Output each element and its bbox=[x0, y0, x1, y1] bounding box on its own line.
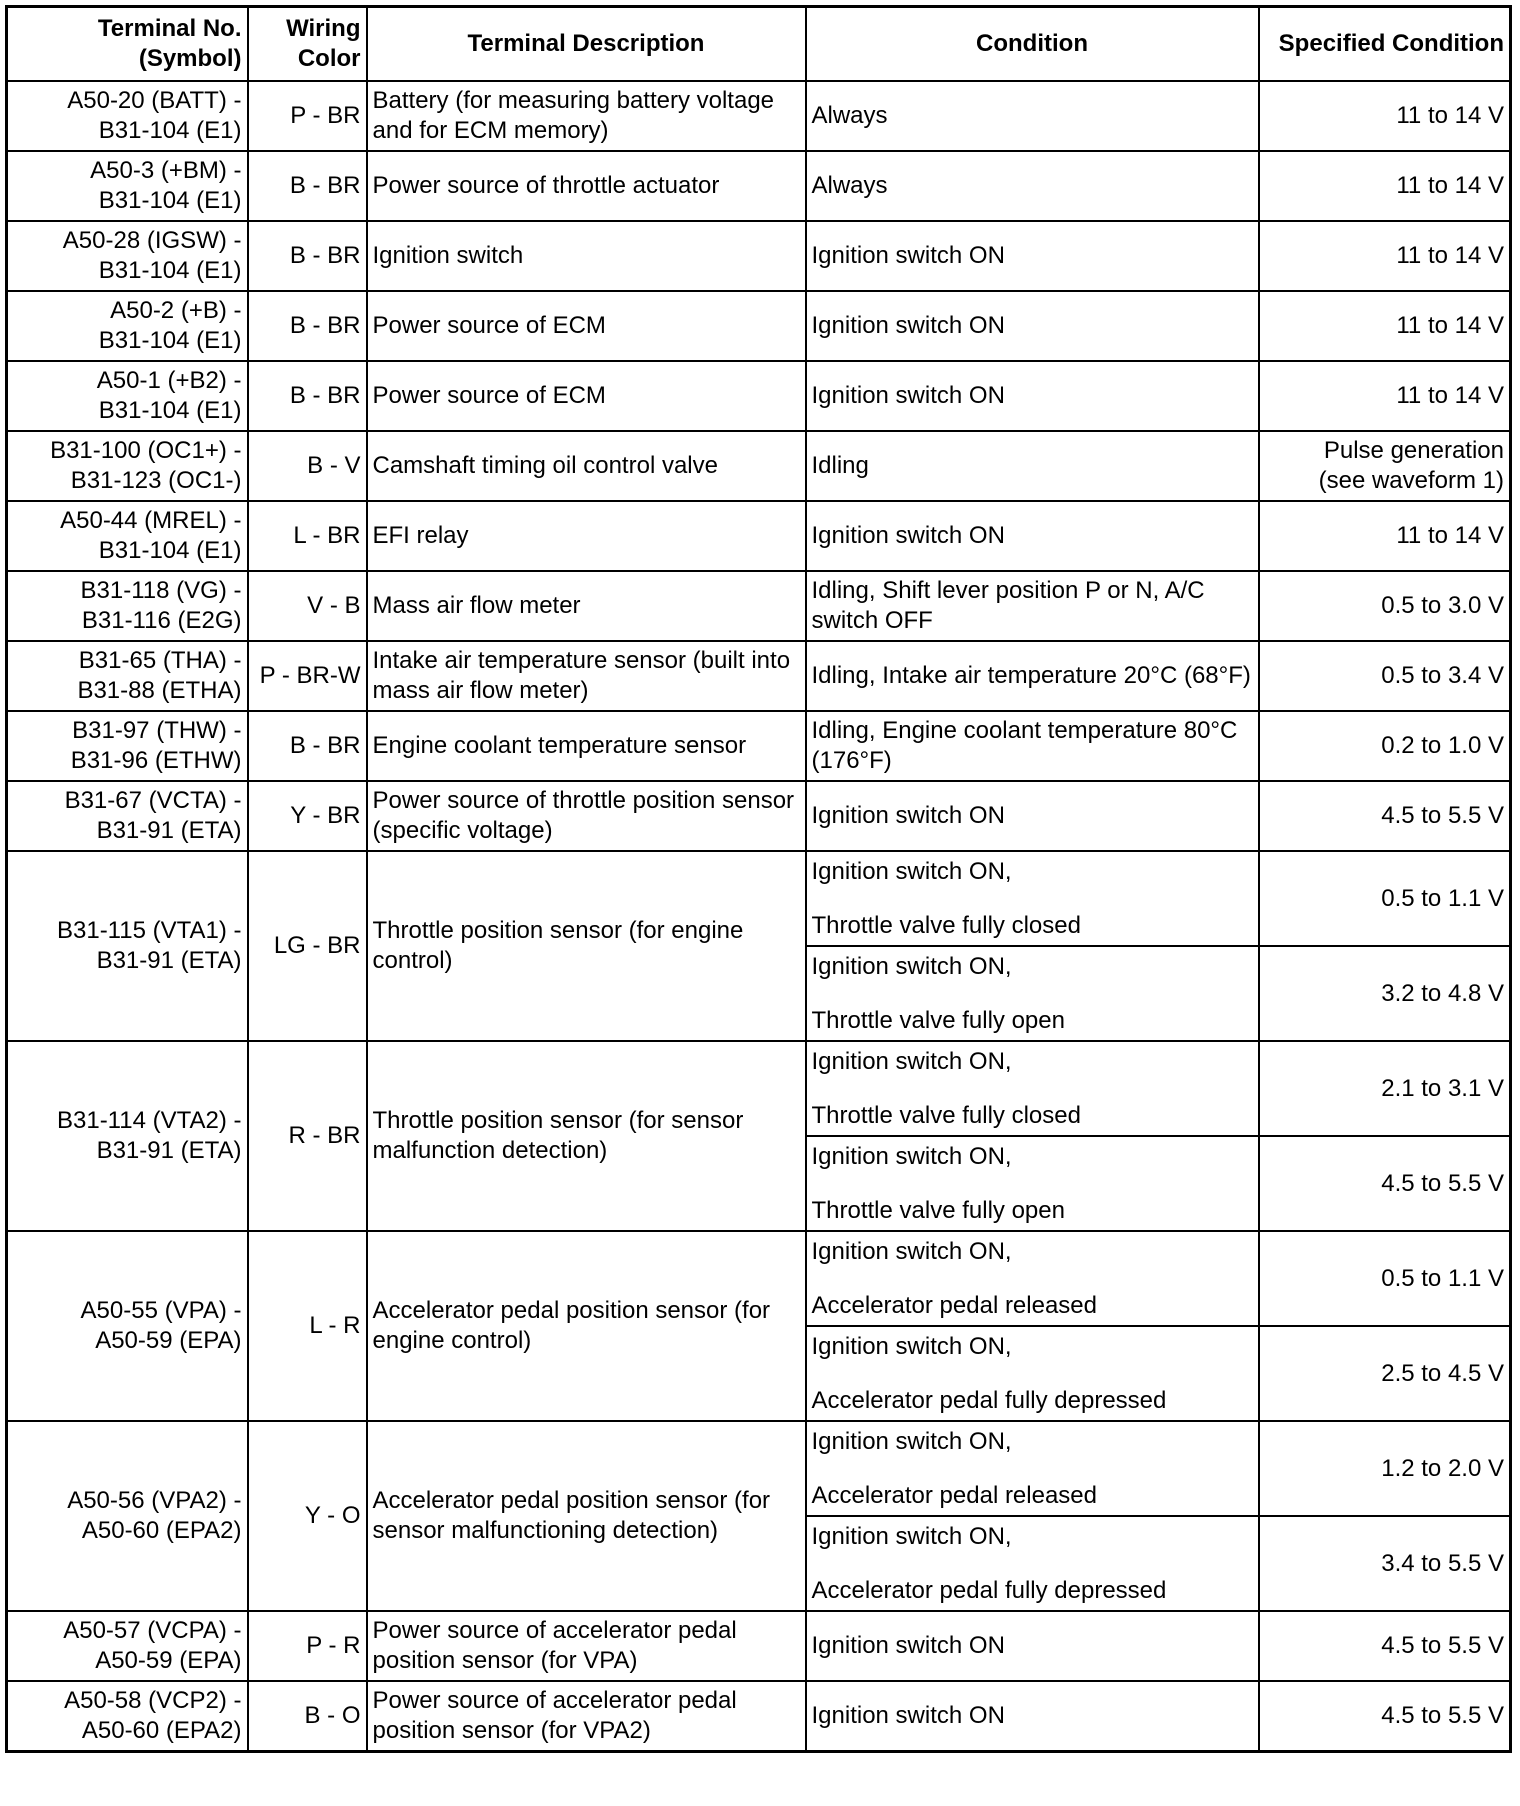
condition-line: Ignition switch ON, bbox=[811, 1522, 1012, 1550]
terminal-cell bbox=[7, 1421, 248, 1611]
specified-condition-cell bbox=[1259, 501, 1511, 571]
table-row bbox=[7, 571, 1511, 641]
specified-condition-cell bbox=[1259, 1611, 1511, 1681]
terminal-line: A50-20 (BATT) - bbox=[67, 87, 242, 114]
terminal-description-cell: Power source of throttle actuator bbox=[367, 151, 806, 221]
specified-line: 0.5 to 3.0 V bbox=[1381, 592, 1504, 619]
wiring-color-cell: B - BR bbox=[248, 151, 367, 221]
table-row bbox=[7, 1231, 1511, 1326]
terminal-line: B31-104 (E1) bbox=[98, 327, 242, 354]
terminal-description-cell: Power source of accelerator pedal position sensor (for VPA2) bbox=[367, 1681, 806, 1752]
specified-condition-cell bbox=[1259, 641, 1511, 711]
specified-line: (see waveform 1) bbox=[1318, 467, 1504, 494]
condition-line: Ignition switch ON bbox=[811, 1702, 1005, 1729]
terminal-line: A50-59 (EPA) bbox=[95, 1647, 242, 1674]
terminal-line: B31-104 (E1) bbox=[98, 117, 242, 144]
specified-line: 4.5 to 5.5 V bbox=[1381, 1632, 1504, 1659]
specified-condition-cell bbox=[1259, 781, 1511, 851]
terminal-description-cell: Camshaft timing oil control valve bbox=[367, 431, 806, 501]
specified-line: Pulse generation bbox=[1323, 437, 1504, 464]
condition-spacer bbox=[812, 1267, 1253, 1291]
table-row bbox=[7, 851, 1511, 946]
specified-condition-cell bbox=[1259, 1516, 1511, 1611]
specified-line: 0.5 to 3.4 V bbox=[1381, 662, 1504, 689]
terminal-spec-document bbox=[5, 5, 1509, 1753]
header-row bbox=[7, 7, 1511, 82]
terminal-line: B31-100 (OC1+) - bbox=[50, 437, 242, 464]
specified-condition-cell bbox=[1259, 361, 1511, 431]
wiring-color-cell: LG - BR bbox=[248, 851, 367, 1041]
condition-line: Ignition switch ON bbox=[811, 522, 1005, 549]
terminal-description-cell: Accelerator pedal position sensor (for sensor malfunctioning detection) bbox=[367, 1421, 806, 1611]
wiring-color-cell: L - R bbox=[248, 1231, 367, 1421]
terminal-line: B31-96 (ETHW) bbox=[70, 747, 242, 774]
condition-cell bbox=[806, 361, 1259, 431]
specified-line: 11 to 14 V bbox=[1396, 102, 1504, 129]
wiring-color-cell: R - BR bbox=[248, 1041, 367, 1231]
condition-line: Ignition switch ON bbox=[811, 802, 1005, 829]
terminal-line: B31-91 (ETA) bbox=[96, 817, 242, 844]
terminal-line: A50-44 (MREL) - bbox=[60, 507, 242, 534]
table-row bbox=[7, 151, 1511, 221]
wiring-color-cell: P - BR-W bbox=[248, 641, 367, 711]
terminal-cell bbox=[7, 361, 248, 431]
table-row bbox=[7, 81, 1511, 151]
specified-line: 4.5 to 5.5 V bbox=[1381, 1169, 1504, 1197]
terminal-line: A50-57 (VCPA) - bbox=[63, 1617, 242, 1644]
specified-condition-cell bbox=[1259, 1041, 1511, 1136]
specified-line: 1.2 to 2.0 V bbox=[1381, 1454, 1504, 1482]
terminal-description-cell: Power source of throttle position sensor (specific voltage) bbox=[367, 781, 806, 851]
header-terminal-line: (Symbol) bbox=[138, 45, 242, 72]
terminal-description-cell: Throttle position sensor (for sensor malfunction detection) bbox=[367, 1041, 806, 1231]
wiring-color-cell: B - V bbox=[248, 431, 367, 501]
condition-spacer bbox=[812, 1362, 1253, 1386]
condition-cell bbox=[806, 1681, 1259, 1752]
specified-line: 11 to 14 V bbox=[1396, 242, 1504, 269]
header-description: Terminal Description bbox=[367, 7, 806, 82]
specified-condition-cell bbox=[1259, 1421, 1511, 1516]
specified-condition-cell bbox=[1259, 221, 1511, 291]
condition-cell bbox=[806, 1516, 1259, 1611]
terminal-spec-table bbox=[5, 5, 1512, 1753]
specified-condition-cell bbox=[1259, 1231, 1511, 1326]
specified-condition-cell bbox=[1259, 81, 1511, 151]
header-terminal-line: Terminal No. bbox=[97, 15, 242, 42]
condition-line: Accelerator pedal fully depressed bbox=[811, 1576, 1167, 1604]
condition-line: Ignition switch ON bbox=[811, 242, 1005, 269]
terminal-line: B31-67 (VCTA) - bbox=[64, 787, 242, 814]
terminal-description-cell: Mass air flow meter bbox=[367, 571, 806, 641]
terminal-cell bbox=[7, 1231, 248, 1421]
terminal-line: A50-56 (VPA2) - bbox=[67, 1487, 242, 1514]
terminal-line: A50-3 (+BM) - bbox=[90, 157, 242, 184]
specified-condition-cell bbox=[1259, 851, 1511, 946]
condition-line: Idling, Shift lever position P or N, A/C switch OFF bbox=[811, 577, 1205, 634]
condition-cell bbox=[806, 571, 1259, 641]
condition-cell bbox=[806, 1611, 1259, 1681]
header-condition: Condition bbox=[806, 7, 1259, 82]
wiring-color-cell: Y - BR bbox=[248, 781, 367, 851]
table-row bbox=[7, 501, 1511, 571]
terminal-cell bbox=[7, 571, 248, 641]
wiring-color-cell: Y - O bbox=[248, 1421, 367, 1611]
condition-line: Ignition switch ON, bbox=[811, 1237, 1012, 1265]
terminal-cell bbox=[7, 81, 248, 151]
condition-line: Ignition switch ON, bbox=[811, 857, 1012, 885]
header-specified: Specified Condition bbox=[1259, 7, 1511, 82]
condition-cell bbox=[806, 641, 1259, 711]
terminal-description-cell: Power source of ECM bbox=[367, 291, 806, 361]
condition-cell bbox=[806, 151, 1259, 221]
condition-cell bbox=[806, 1326, 1259, 1421]
specified-condition-cell bbox=[1259, 1681, 1511, 1752]
specified-condition-cell bbox=[1259, 1136, 1511, 1231]
condition-cell bbox=[806, 81, 1259, 151]
condition-line: Ignition switch ON, bbox=[811, 1142, 1012, 1170]
specified-line: 11 to 14 V bbox=[1396, 522, 1504, 549]
terminal-cell bbox=[7, 851, 248, 1041]
condition-cell bbox=[806, 851, 1259, 946]
specified-line: 3.2 to 4.8 V bbox=[1381, 979, 1504, 1007]
terminal-line: B31-91 (ETA) bbox=[96, 1137, 242, 1164]
terminal-line: B31-97 (THW) - bbox=[72, 717, 242, 744]
terminal-line: B31-65 (THA) - bbox=[78, 647, 242, 674]
terminal-cell bbox=[7, 711, 248, 781]
terminal-line: A50-58 (VCP2) - bbox=[64, 1687, 242, 1714]
wiring-color-cell: P - BR bbox=[248, 81, 367, 151]
terminal-line: A50-55 (VPA) - bbox=[80, 1297, 242, 1324]
specified-condition-cell bbox=[1259, 571, 1511, 641]
specified-line: 0.2 to 1.0 V bbox=[1381, 732, 1504, 759]
table-row bbox=[7, 221, 1511, 291]
condition-cell bbox=[806, 1041, 1259, 1136]
specified-condition-cell bbox=[1259, 291, 1511, 361]
terminal-line: B31-123 (OC1-) bbox=[70, 467, 242, 494]
terminal-description-cell: Battery (for measuring battery voltage and for ECM memory) bbox=[367, 81, 806, 151]
terminal-description-cell: Throttle position sensor (for engine control) bbox=[367, 851, 806, 1041]
condition-cell bbox=[806, 221, 1259, 291]
terminal-description-cell: Power source of accelerator pedal position sensor (for VPA) bbox=[367, 1611, 806, 1681]
specified-line: 0.5 to 1.1 V bbox=[1381, 1264, 1504, 1292]
terminal-line: B31-104 (E1) bbox=[98, 257, 242, 284]
terminal-cell bbox=[7, 641, 248, 711]
wiring-color-cell: B - O bbox=[248, 1681, 367, 1752]
condition-line: Throttle valve fully open bbox=[811, 1196, 1065, 1224]
specified-line: 3.4 to 5.5 V bbox=[1381, 1549, 1504, 1577]
table-row bbox=[7, 711, 1511, 781]
specified-condition-cell bbox=[1259, 1326, 1511, 1421]
condition-line: Ignition switch ON, bbox=[811, 1427, 1012, 1455]
condition-cell bbox=[806, 781, 1259, 851]
terminal-line: B31-118 (VG) - bbox=[80, 577, 242, 604]
terminal-description-cell: Power source of ECM bbox=[367, 361, 806, 431]
condition-line: Ignition switch ON bbox=[811, 1632, 1005, 1659]
terminal-cell bbox=[7, 1611, 248, 1681]
terminal-line: A50-28 (IGSW) - bbox=[62, 227, 242, 254]
wiring-color-cell: L - BR bbox=[248, 501, 367, 571]
terminal-line: B31-91 (ETA) bbox=[96, 947, 242, 974]
specified-condition-cell bbox=[1259, 946, 1511, 1041]
header-wiring bbox=[248, 7, 367, 82]
table-row bbox=[7, 641, 1511, 711]
terminal-description-cell: Accelerator pedal position sensor (for engine control) bbox=[367, 1231, 806, 1421]
specified-line: 2.5 to 4.5 V bbox=[1381, 1359, 1504, 1387]
condition-line: Accelerator pedal released bbox=[811, 1481, 1098, 1509]
wiring-color-cell: B - BR bbox=[248, 361, 367, 431]
terminal-line: A50-59 (EPA) bbox=[95, 1327, 242, 1354]
specified-line: 11 to 14 V bbox=[1396, 312, 1504, 339]
condition-cell bbox=[806, 1421, 1259, 1516]
wiring-color-cell: B - BR bbox=[248, 291, 367, 361]
table-row bbox=[7, 1611, 1511, 1681]
specified-line: 4.5 to 5.5 V bbox=[1381, 1702, 1504, 1729]
table-row bbox=[7, 291, 1511, 361]
terminal-cell bbox=[7, 781, 248, 851]
wiring-color-cell: V - B bbox=[248, 571, 367, 641]
terminal-line: A50-60 (EPA2) bbox=[81, 1517, 242, 1544]
terminal-cell bbox=[7, 151, 248, 221]
terminal-description-cell: Engine coolant temperature sensor bbox=[367, 711, 806, 781]
condition-line: Ignition switch ON, bbox=[811, 1332, 1012, 1360]
condition-line: Accelerator pedal fully depressed bbox=[811, 1386, 1167, 1414]
condition-line: Ignition switch ON, bbox=[811, 952, 1012, 980]
terminal-cell bbox=[7, 1041, 248, 1231]
specified-line: 2.1 to 3.1 V bbox=[1381, 1074, 1504, 1102]
terminal-line: B31-116 (E2G) bbox=[81, 607, 242, 634]
terminal-line: B31-104 (E1) bbox=[98, 537, 242, 564]
condition-cell bbox=[806, 711, 1259, 781]
specified-line: 11 to 14 V bbox=[1396, 172, 1504, 199]
specified-line: 11 to 14 V bbox=[1396, 382, 1504, 409]
condition-line: Accelerator pedal released bbox=[811, 1291, 1098, 1319]
terminal-line: B31-104 (E1) bbox=[98, 187, 242, 214]
condition-line: Throttle valve fully open bbox=[811, 1006, 1065, 1034]
table-row bbox=[7, 431, 1511, 501]
condition-spacer bbox=[812, 1457, 1253, 1481]
condition-line: Idling, Intake air temperature 20°C (68°F) bbox=[811, 662, 1251, 689]
specified-condition-cell bbox=[1259, 431, 1511, 501]
terminal-line: A50-2 (+B) - bbox=[110, 297, 242, 324]
table-row bbox=[7, 1421, 1511, 1516]
terminal-line: B31-115 (VTA1) - bbox=[56, 917, 242, 944]
wiring-color-cell: P - R bbox=[248, 1611, 367, 1681]
wiring-color-cell: B - BR bbox=[248, 711, 367, 781]
condition-spacer bbox=[812, 1172, 1253, 1196]
header-terminal bbox=[7, 7, 248, 82]
condition-spacer bbox=[812, 887, 1253, 911]
specified-condition-cell bbox=[1259, 151, 1511, 221]
header-wiring-line: Color bbox=[297, 45, 361, 72]
table-row bbox=[7, 361, 1511, 431]
condition-line: Throttle valve fully closed bbox=[811, 1101, 1081, 1129]
condition-cell bbox=[806, 1231, 1259, 1326]
specified-condition-cell bbox=[1259, 711, 1511, 781]
condition-line: Idling bbox=[811, 452, 869, 479]
specified-line: 0.5 to 1.1 V bbox=[1381, 884, 1504, 912]
condition-line: Always bbox=[811, 172, 888, 199]
terminal-line: A50-60 (EPA2) bbox=[81, 1717, 242, 1744]
terminal-line: B31-88 (ETHA) bbox=[77, 677, 242, 704]
condition-line: Idling, Engine coolant temperature 80°C (176°F) bbox=[811, 717, 1238, 774]
terminal-description-cell: Ignition switch bbox=[367, 221, 806, 291]
condition-line: Always bbox=[811, 102, 888, 129]
table-row bbox=[7, 1681, 1511, 1752]
condition-line: Ignition switch ON, bbox=[811, 1047, 1012, 1075]
condition-cell bbox=[806, 946, 1259, 1041]
wiring-color-cell: B - BR bbox=[248, 221, 367, 291]
terminal-line: B31-104 (E1) bbox=[98, 397, 242, 424]
table-body bbox=[7, 81, 1511, 1752]
condition-spacer bbox=[812, 1552, 1253, 1576]
terminal-cell bbox=[7, 431, 248, 501]
terminal-cell bbox=[7, 291, 248, 361]
terminal-cell bbox=[7, 1681, 248, 1752]
terminal-cell bbox=[7, 501, 248, 571]
condition-cell bbox=[806, 431, 1259, 501]
condition-line: Ignition switch ON bbox=[811, 382, 1005, 409]
table-row bbox=[7, 1041, 1511, 1136]
condition-line: Ignition switch ON bbox=[811, 312, 1005, 339]
terminal-description-cell: Intake air temperature sensor (built into mass air flow meter) bbox=[367, 641, 806, 711]
condition-line: Throttle valve fully closed bbox=[811, 911, 1081, 939]
header-wiring-line: Wiring bbox=[286, 15, 361, 42]
terminal-line: B31-114 (VTA2) - bbox=[56, 1107, 242, 1134]
condition-spacer bbox=[812, 1077, 1253, 1101]
terminal-description-cell: EFI relay bbox=[367, 501, 806, 571]
condition-spacer bbox=[812, 982, 1253, 1006]
condition-cell bbox=[806, 501, 1259, 571]
table-row bbox=[7, 781, 1511, 851]
condition-cell bbox=[806, 1136, 1259, 1231]
condition-cell bbox=[806, 291, 1259, 361]
terminal-cell bbox=[7, 221, 248, 291]
specified-line: 4.5 to 5.5 V bbox=[1381, 802, 1504, 829]
terminal-line: A50-1 (+B2) - bbox=[96, 367, 242, 394]
